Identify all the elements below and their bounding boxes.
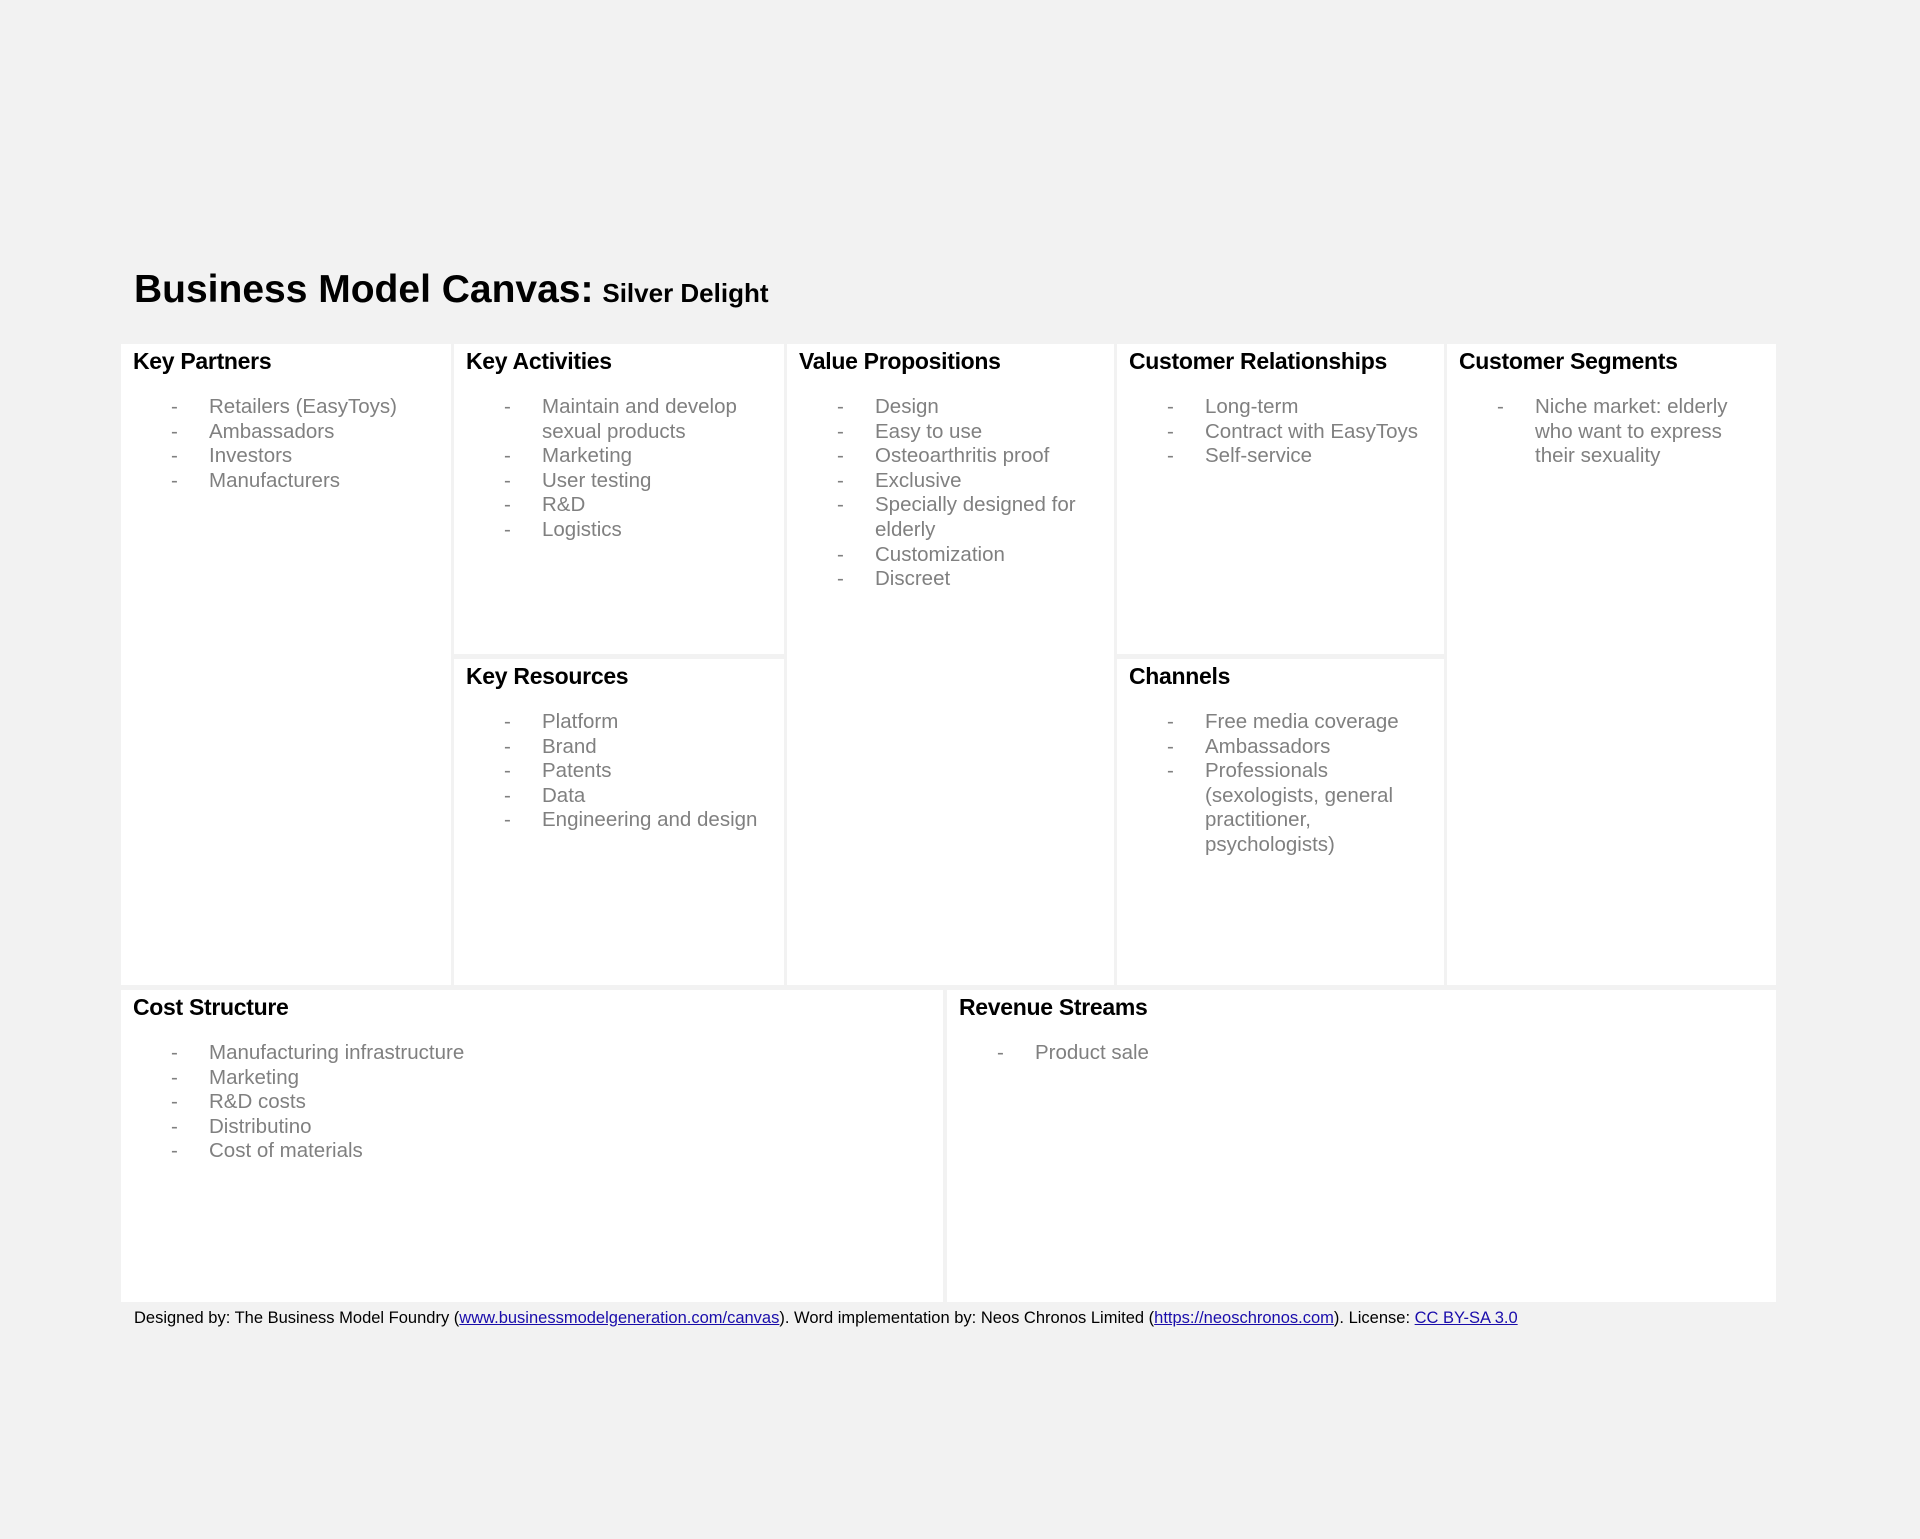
bullet-dash: - (171, 444, 178, 468)
footer-text-designed-by: Designed by: The Business Model Foundry ( (134, 1309, 460, 1327)
list-item-text: Exclusive (875, 468, 962, 492)
list-item (466, 735, 772, 760)
footer-link-neoschronos[interactable]: https://neoschronos.com (1154, 1309, 1334, 1327)
bullet-dash: - (504, 395, 511, 418)
bullet-dash: - (504, 444, 511, 468)
bullet-dash: - (837, 542, 844, 566)
list-item (466, 518, 772, 543)
list-item (959, 1041, 1764, 1066)
list-item (1129, 420, 1432, 445)
list-item (466, 808, 772, 833)
revenue-streams-list (959, 1041, 1764, 1066)
footer-link-license[interactable]: CC BY-SA 3.0 (1414, 1309, 1518, 1327)
customer-segments-heading: Customer Segments (1459, 348, 1678, 374)
bullet-dash: - (504, 710, 511, 733)
list-item (133, 420, 439, 445)
revenue-streams-heading: Revenue Streams (959, 994, 1148, 1020)
key-resources-block (454, 659, 784, 985)
channels-list (1129, 710, 1432, 858)
list-item-text: Engineering and design (542, 808, 758, 832)
bullet-dash: - (837, 468, 844, 492)
bullet-dash: - (504, 517, 511, 541)
customer-relationships-block (1117, 344, 1444, 654)
list-item-text: Investors (209, 444, 293, 468)
bullet-dash: - (1167, 395, 1174, 418)
bullet-dash: - (1167, 759, 1174, 783)
cost-structure-heading: Cost Structure (133, 994, 289, 1020)
list-item (466, 444, 772, 469)
list-item (466, 784, 772, 809)
bullet-dash: - (504, 783, 511, 807)
list-item-text: Maintain and develop sexual products (542, 395, 737, 443)
bullet-dash: - (837, 444, 844, 468)
list-item-text: Osteoarthritis proof (875, 444, 1050, 468)
list-item-text: Data (542, 783, 586, 807)
business-model-canvas (121, 344, 1776, 1302)
list-item-text: Logistics (542, 517, 622, 541)
list-item (799, 493, 1102, 542)
list-item (799, 567, 1102, 592)
key-partners-heading: Key Partners (133, 348, 272, 374)
bullet-dash: - (171, 1065, 178, 1089)
key-resources-heading: Key Resources (466, 663, 629, 689)
list-item (1459, 395, 1764, 469)
list-item (133, 1041, 931, 1066)
list-item-text: Long-term (1205, 395, 1299, 418)
customer-segments-list (1459, 395, 1764, 469)
footer-link-canvas[interactable]: www.businessmodelgeneration.com/canvas (459, 1309, 780, 1327)
customer-relationships-heading: Customer Relationships (1129, 348, 1387, 374)
list-item-text: Ambassadors (209, 419, 335, 443)
value-propositions-heading: Value Propositions (799, 348, 1001, 374)
list-item-text: User testing (542, 468, 652, 492)
bullet-dash: - (171, 1114, 178, 1138)
list-item (1129, 759, 1432, 857)
bullet-dash: - (504, 808, 511, 832)
list-item (1129, 395, 1432, 420)
list-item (1129, 444, 1432, 469)
bullet-dash: - (1497, 395, 1504, 418)
bullet-dash: - (837, 567, 844, 591)
page-title (134, 268, 769, 312)
list-item-text: Brand (542, 734, 597, 758)
bullet-dash: - (1167, 419, 1174, 443)
list-item-text: Easy to use (875, 419, 983, 443)
list-item-text: R&D (542, 493, 586, 517)
list-item (799, 395, 1102, 420)
bullet-dash: - (171, 1090, 178, 1114)
list-item-text: Manufacturing infrastructure (209, 1041, 465, 1064)
list-item-text: Niche market: elderly who want to express their sexuality (1535, 395, 1728, 468)
list-item-text: Contract with EasyToys (1205, 419, 1419, 443)
list-item-text: Product sale (1035, 1041, 1149, 1064)
list-item (133, 1066, 931, 1091)
key-partners-list (133, 395, 439, 493)
revenue-streams-block (947, 990, 1776, 1302)
customer-segments-block (1447, 344, 1776, 985)
list-item-text: Free media coverage (1205, 710, 1399, 733)
bullet-dash: - (171, 1139, 178, 1163)
list-item-text: Distributino (209, 1114, 312, 1138)
bullet-dash: - (837, 395, 844, 418)
list-item-text: Professionals (sexologists, general practitioner, psychologists) (1205, 759, 1394, 856)
bullet-dash: - (504, 468, 511, 492)
footer-text-implementation: ). Word implementation by: Neos Chronos Limited ( (779, 1309, 1155, 1327)
list-item (133, 1139, 931, 1164)
key-activities-block (454, 344, 784, 654)
list-item (133, 444, 439, 469)
bullet-dash: - (504, 734, 511, 758)
bullet-dash: - (1167, 710, 1174, 733)
bullet-dash: - (1167, 444, 1174, 468)
list-item-text: Self-service (1205, 444, 1313, 468)
list-item-text: Platform (542, 710, 619, 733)
list-item (466, 469, 772, 494)
list-item (133, 1090, 931, 1115)
list-item (466, 759, 772, 784)
bullet-dash: - (837, 493, 844, 517)
list-item (133, 395, 439, 420)
footer-text-license: ). License: (1333, 1309, 1415, 1327)
list-item (133, 1115, 931, 1140)
value-propositions-list (799, 395, 1102, 592)
channels-heading: Channels (1129, 663, 1231, 689)
bullet-dash: - (171, 395, 178, 418)
list-item-text: Patents (542, 759, 612, 783)
list-item-text: Cost of materials (209, 1139, 363, 1163)
cost-structure-list (133, 1041, 931, 1164)
list-item (466, 395, 772, 444)
value-propositions-block (787, 344, 1114, 985)
customer-relationships-list (1129, 395, 1432, 469)
footer-credits (134, 1309, 1518, 1328)
list-item (133, 469, 439, 494)
list-item (799, 444, 1102, 469)
list-item (799, 420, 1102, 445)
list-item (1129, 735, 1432, 760)
list-item (1129, 710, 1432, 735)
bullet-dash: - (171, 1041, 178, 1064)
list-item-text: Design (875, 395, 939, 418)
bullet-dash: - (504, 759, 511, 783)
key-partners-block (121, 344, 451, 985)
list-item-text: Discreet (875, 567, 951, 591)
list-item (799, 469, 1102, 494)
bullet-dash: - (837, 419, 844, 443)
list-item (466, 710, 772, 735)
key-activities-list (466, 395, 772, 543)
bullet-dash: - (997, 1041, 1004, 1064)
channels-block (1117, 659, 1444, 985)
list-item-text: Manufacturers (209, 468, 341, 492)
list-item-text: Specially designed for elderly (875, 493, 1076, 541)
key-activities-heading: Key Activities (466, 348, 612, 374)
bullet-dash: - (171, 468, 178, 492)
list-item-text: Customization (875, 542, 1005, 566)
list-item-text: Marketing (542, 444, 633, 468)
list-item (799, 543, 1102, 568)
bullet-dash: - (171, 419, 178, 443)
list-item-text: Retailers (EasyToys) (209, 395, 397, 418)
list-item-text: Ambassadors (1205, 734, 1331, 758)
bullet-dash: - (1167, 734, 1174, 758)
page-title-main: Business Model Canvas: (134, 268, 594, 311)
key-resources-list (466, 710, 772, 833)
page-title-subtitle: Silver Delight (602, 278, 769, 308)
list-item-text: R&D costs (209, 1090, 306, 1114)
list-item (466, 493, 772, 518)
list-item-text: Marketing (209, 1065, 300, 1089)
cost-structure-block (121, 990, 943, 1302)
bullet-dash: - (504, 493, 511, 517)
